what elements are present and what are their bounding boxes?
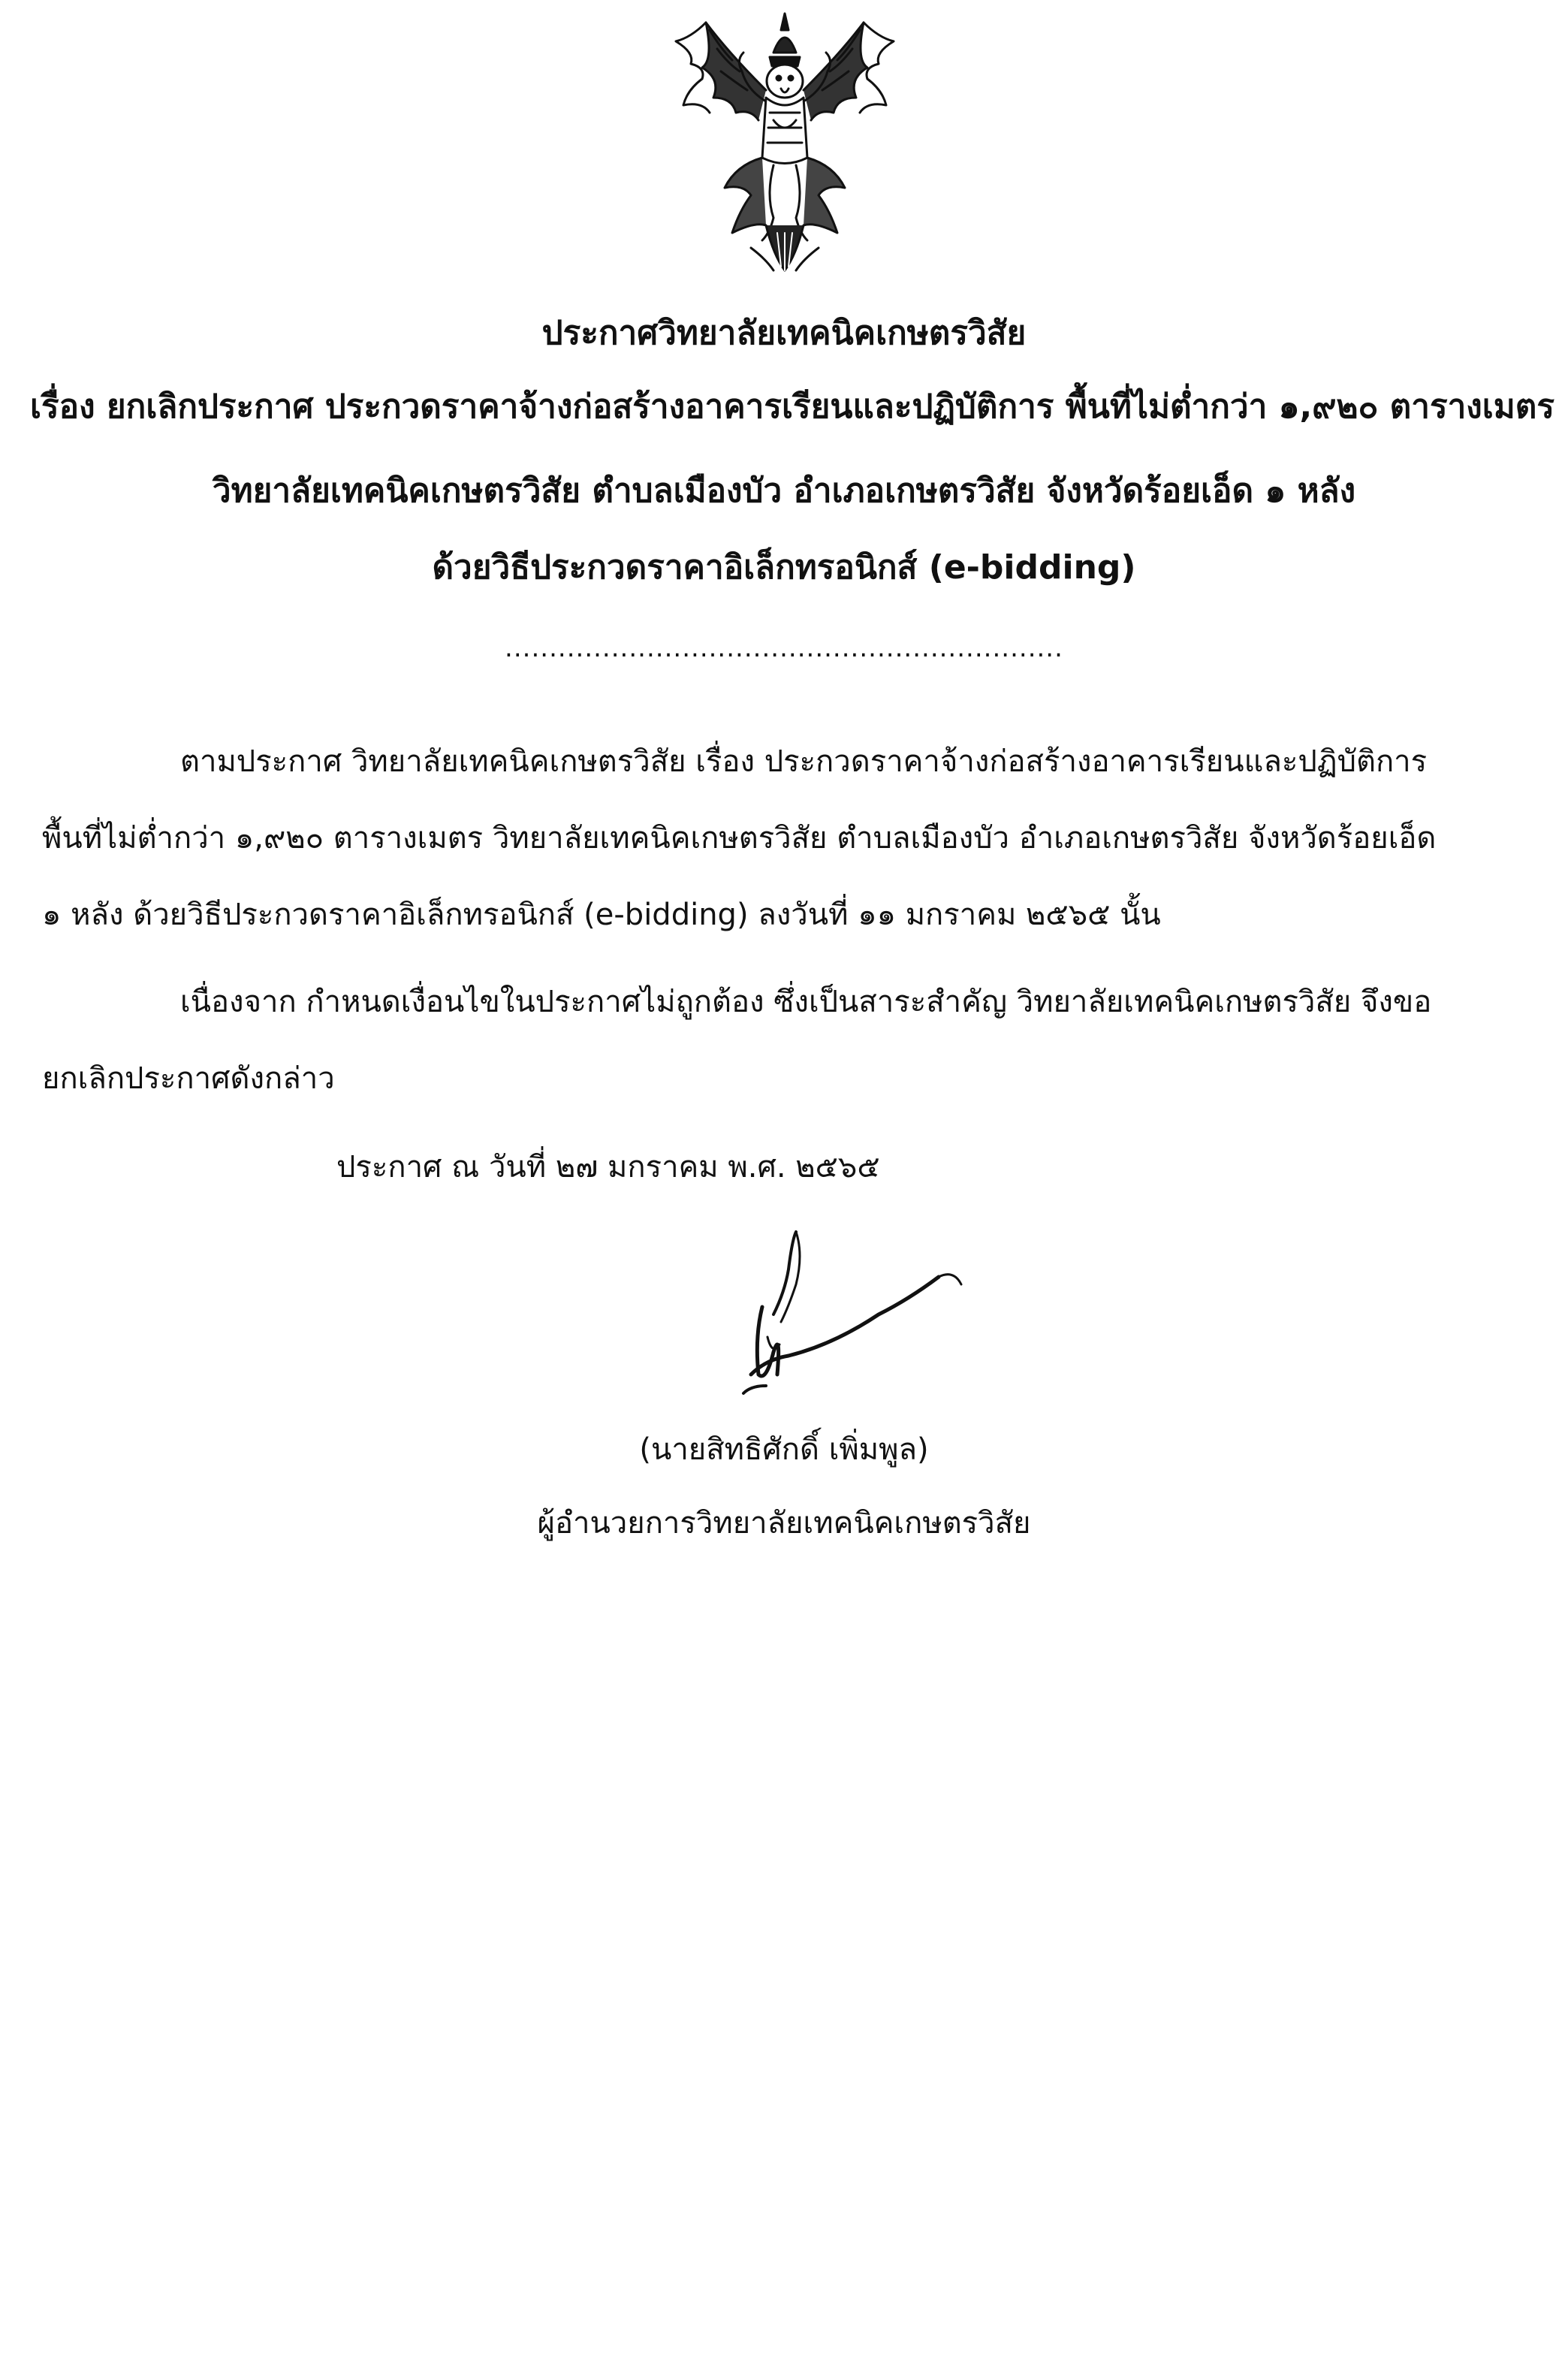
announcement-subject-method: ด้วยวิธีประกวดราคาอิเล็กทรอนิกส์ (e-bidding) <box>432 548 1136 587</box>
announce-date: ประกาศ ณ วันที่ ๒๗ มกราคม พ.ศ. ๒๕๖๕ <box>336 1150 880 1184</box>
paragraph-1-line-3: ๑ หลัง ด้วยวิธีประกวดราคาอิเล็กทรอนิกส์ (e-bidding) ลงวันที่ ๑๑ มกราคม ๒๕๖๕ นั้น <box>42 898 1161 932</box>
paragraph-1-line-1: ตามประกาศ วิทยาลัยเทคนิคเกษตรวิสัย เรื่อง ประกวดราคาจ้างก่อสร้างอาคารเรียนและปฏิบัติการ <box>180 744 1428 779</box>
announcement-subject: เรื่อง ยกเลิกประกาศ ประกวดราคาจ้างก่อสร้างอาคารเรียนและปฏิบัติการ พื้นที่ไม่ต่ำกว่า ๑,๙๒๐ ตารางเมตร <box>30 388 1555 426</box>
paragraph-2-line-2: ยกเลิกประกาศดังกล่าว <box>42 1061 335 1096</box>
garuda-emblem-icon <box>661 8 909 278</box>
signer-name: (นายสิทธิศักดิ์ เพิ่มพูล) <box>639 1432 929 1467</box>
announcement-subject-location: วิทยาลัยเทคนิคเกษตรวิสัย ตำบลเมืองบัว อำเภอเกษตรวิสัย จังหวัดร้อยเอ็ด ๑ หลัง <box>212 472 1356 510</box>
paragraph-2-line-1: เนื่องจาก กำหนดเงื่อนไขในประกาศไม่ถูกต้อง ซึ่งเป็นสาระสำคัญ วิทยาลัยเทคนิคเกษตรวิสัย จึงขอ <box>180 985 1432 1019</box>
paragraph-1-line-2: พื้นที่ไม่ต่ำกว่า ๑,๙๒๐ ตารางเมตร วิทยาลัยเทคนิคเกษตรวิสัย ตำบลเมืองบัว อำเภอเกษตรวิสัย จังหวัดร้อยเอ็ด <box>42 821 1437 856</box>
announcement-title: ประกาศวิทยาลัยเทคนิคเกษตรวิสัย <box>541 314 1027 352</box>
handwritten-signature-icon <box>683 1224 976 1412</box>
signer-title: ผู้อำนวยการวิทยาลัยเทคนิคเกษตรวิสัย <box>537 1506 1031 1541</box>
separator-dots: ............................................................... <box>505 633 1063 663</box>
